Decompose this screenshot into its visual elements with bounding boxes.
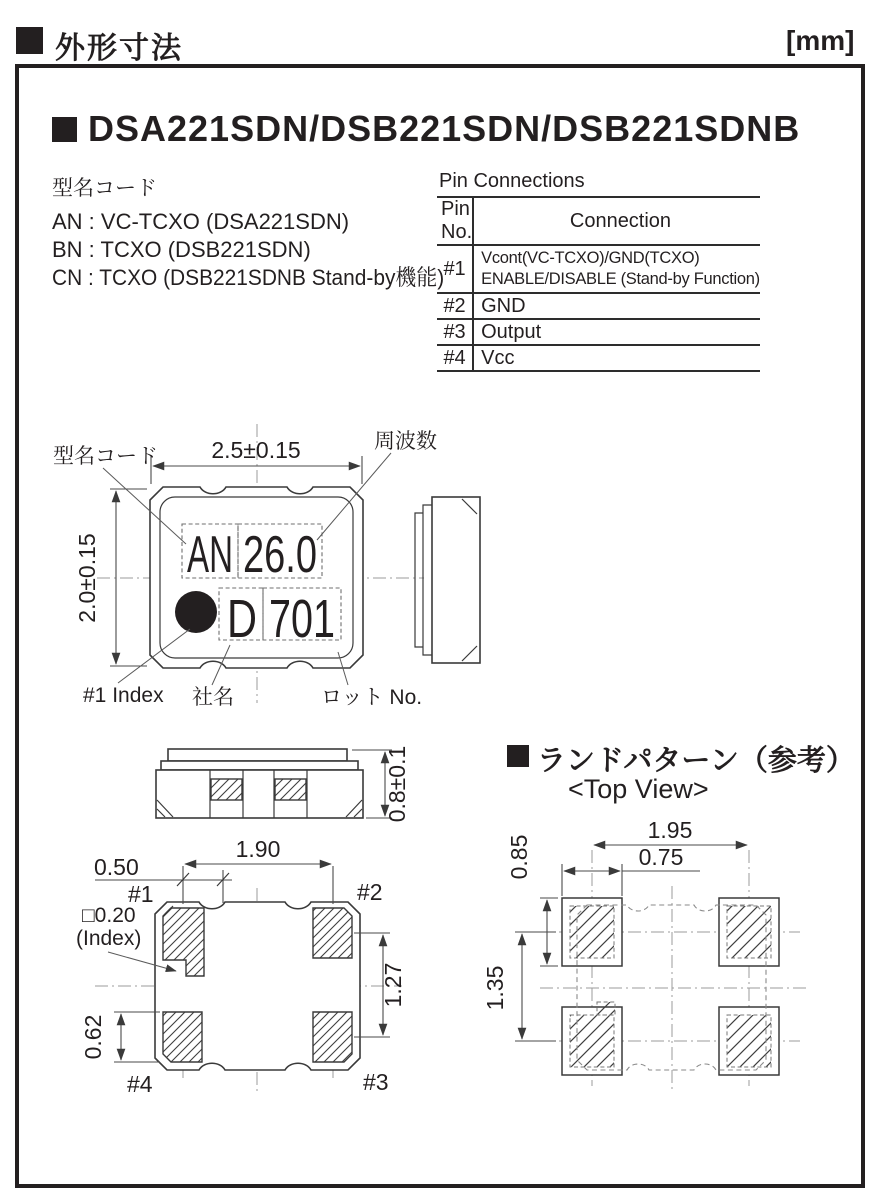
pin1-connection-line2: ENABLE/DISABLE (Stand-by Function) [481,270,760,288]
page-title: 外形寸法 [55,32,183,65]
pin-number: #4 [437,345,473,371]
lid-step [161,761,358,770]
pin3-label: #3 [363,1069,389,1095]
label-frequency: 周波数 [374,430,437,453]
dim-land-pad-width: 0.75 [638,844,684,870]
model-code-line-an: AN : VC-TCXO (DSA221SDN) [52,209,350,234]
pin4-label: #4 [127,1071,153,1097]
marking-company-text: D [227,589,257,649]
pad-2 [313,908,352,958]
dim-land-pitch-x: 1.95 [647,817,693,843]
pin2-connection: GND [473,293,760,319]
label-pin1-index: #1 Index [83,684,164,707]
pad-3 [313,1012,352,1062]
dim-land-pad-height: 0.85 [506,834,532,880]
model-code-line-bn: BN : TCXO (DSB221SDN) [52,237,311,262]
castellation-terminal [211,779,242,800]
pin-connections-title: Pin Connections [439,170,585,192]
index-size-label: □0.20 [82,904,136,927]
pin3-connection: Output [473,319,760,345]
side-body [432,497,480,663]
front-body [156,770,363,818]
pin-number: #3 [437,319,473,345]
pin1-label: #1 [128,881,154,907]
label-model-code: 型名コード [53,445,158,468]
label-company: 社名 [192,686,234,709]
marking-frequency-text: 26.0 [243,526,317,584]
col-header-pin-no: Pin No. [437,197,473,245]
dim-package-height: 2.0±0.15 [74,533,100,623]
package-front-view [156,746,410,823]
marking-code-text: AN [187,526,233,584]
terminal-index-tab [597,1002,615,1015]
package-bottom-view [76,836,406,1097]
pin1-connection-line1: Vcont(VC-TCXO)/GND(TCXO) [481,249,700,268]
terminal-footprint [727,1015,771,1067]
pin4-connection: Vcc [473,345,760,371]
package-top-view [53,424,437,709]
dim-package-width: 2.5±0.15 [211,437,301,463]
index-note-label: (Index) [76,927,142,950]
model-code-heading: 型名コード [52,177,157,200]
unit-label: [mm] [786,25,855,56]
dim-pad-pitch-y: 1.27 [380,962,406,1008]
label-lot-no: ロット No. [321,686,423,709]
dim-land-pitch-y: 1.35 [482,965,508,1011]
land-pattern-subtitle: <Top View> [568,774,709,804]
lid-top [168,749,347,761]
model-code-line-cn: CN : TCXO (DSB221SDNB Stand-by機能) [52,265,445,290]
dim-pad-height: 0.62 [80,1014,106,1060]
model-series-title: DSA221SDN/DSB221SDN/DSB221SDNB [88,108,801,149]
castellation-terminal [275,779,306,800]
pin2-label: #2 [357,879,383,905]
pin-number: #1 [437,245,473,293]
pin1-index-dot [175,591,217,633]
dim-pad-pitch-x: 1.90 [235,836,281,862]
dim-pad-width: 0.50 [94,854,139,880]
pin-number: #2 [437,293,473,319]
col-header-connection: Connection [569,209,672,232]
marking-lot-text: 701 [269,589,335,649]
package-side-view [415,497,480,663]
land-pattern-view [482,817,806,1090]
dim-package-thickness: 0.8±0.1 [384,745,410,823]
terminal-footprint [570,906,614,958]
pad-4 [163,1012,202,1062]
land-pattern-title: ランドパターン（参考） [537,745,855,777]
